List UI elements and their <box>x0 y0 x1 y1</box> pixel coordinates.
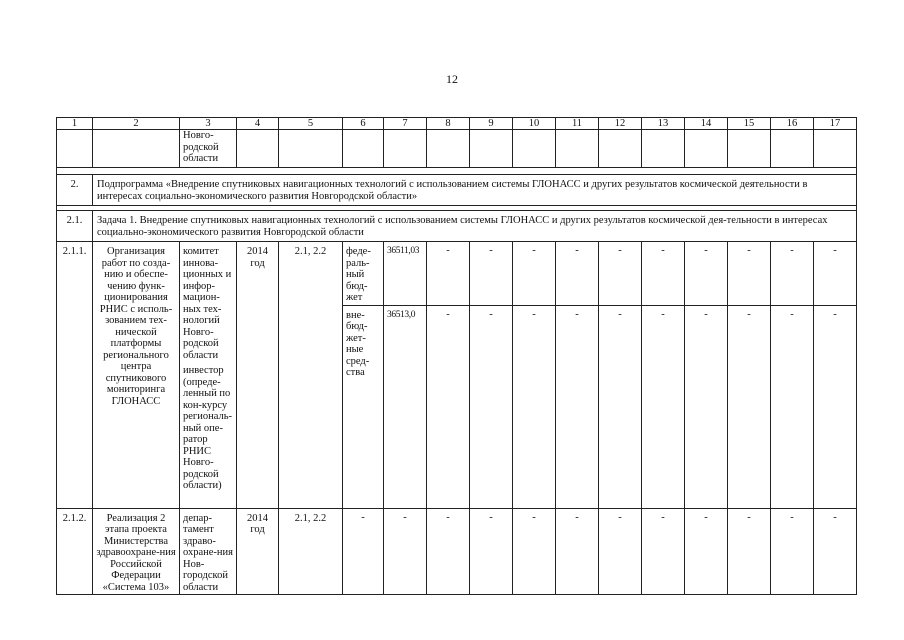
dash-cell: - <box>685 242 728 306</box>
dash-cell: - <box>470 242 513 306</box>
dash-cell: - <box>427 305 470 508</box>
col-num: 3 <box>180 118 237 130</box>
dash-cell: - <box>470 508 513 595</box>
dash-cell: - <box>470 305 513 508</box>
target-indicators: 2.1, 2.2 <box>279 508 343 595</box>
dash-cell: - <box>599 242 642 306</box>
dash-cell: - <box>814 508 857 595</box>
col-num: 17 <box>814 118 857 130</box>
funding-amount: 36511,03 <box>384 242 427 306</box>
dash-cell: - <box>728 242 771 306</box>
dash-cell: - <box>427 242 470 306</box>
dash-cell: - <box>814 305 857 508</box>
dash-cell: - <box>599 305 642 508</box>
dash-cell: - <box>642 305 685 508</box>
executor-primary: комитет иннова-ционных и инфор-мацион-ных тех-нологий Новго-родской области <box>183 246 232 361</box>
col-num: 9 <box>470 118 513 130</box>
dash-cell: - <box>556 508 599 595</box>
section-number: 2. <box>57 175 93 206</box>
activity-name: Организация работ по созда-нию и обеспе-чению функ-ционирования РНИС с исполь-зованием тех-нической платформы регионального центра спутникового мониторинга ГЛОНАСС <box>93 242 180 509</box>
col-num: 5 <box>279 118 343 130</box>
dash-cell: - <box>814 242 857 306</box>
dash-cell: - <box>513 508 556 595</box>
executor-continuation: Новго- родской области <box>180 130 237 168</box>
section-title: Подпрограмма «Внедрение спутниковых навигационных технологий с использованием системы ГЛОНАСС и других результатов космической деятельности в интересах социально-экономического развития Новгородской области» <box>93 175 857 206</box>
executor-secondary: инвестор (опреде-ленный по кон-курсу региональ-ный опе-ратор РНИС Новго-родской области) <box>183 365 232 491</box>
program-table <box>56 117 857 595</box>
funding-source: феде-раль-ный бюд-жет <box>343 242 384 306</box>
col-num: 6 <box>343 118 384 130</box>
dash-cell: - <box>728 305 771 508</box>
table-row <box>57 508 857 595</box>
dash-cell: - <box>556 305 599 508</box>
col-num: 16 <box>771 118 814 130</box>
spacer-row <box>57 168 857 175</box>
dash-cell: - <box>513 305 556 508</box>
funding-source: вне-бюд-жет-ные сред-ства <box>343 305 384 508</box>
col-num: 4 <box>237 118 279 130</box>
dash-cell: - <box>771 242 814 306</box>
col-num: 1 <box>57 118 93 130</box>
row-number: 2.1.2. <box>57 508 93 595</box>
section-row <box>57 175 857 206</box>
dash-cell: - <box>556 242 599 306</box>
col-num: 15 <box>728 118 771 130</box>
dash-cell: - <box>599 508 642 595</box>
period: 2014 год <box>237 242 279 509</box>
page-number: 12 <box>446 72 458 86</box>
dash-cell: - <box>685 305 728 508</box>
col-num: 11 <box>556 118 599 130</box>
col-num: 8 <box>427 118 470 130</box>
task-row <box>57 211 857 242</box>
activity-name: Реализация 2 этапа проекта Министерства здравоохране-ния Российской Федерации «Система 103» <box>93 508 180 595</box>
dash-cell: - <box>513 242 556 306</box>
task-number: 2.1. <box>57 211 93 242</box>
dash-cell: - <box>427 508 470 595</box>
row-number: 2.1.1. <box>57 242 93 509</box>
dash-cell: - <box>384 508 427 595</box>
dash-cell: - <box>728 508 771 595</box>
continuation-row <box>57 130 857 168</box>
dash-cell: - <box>642 508 685 595</box>
table-row <box>57 242 857 306</box>
dash-cell: - <box>343 508 384 595</box>
col-num: 2 <box>93 118 180 130</box>
col-num: 7 <box>384 118 427 130</box>
col-num: 12 <box>599 118 642 130</box>
funding-amount: 36513,0 <box>384 305 427 508</box>
target-indicators: 2.1, 2.2 <box>279 242 343 509</box>
task-title: Задача 1. Внедрение спутниковых навигационных технологий с использованием системы ГЛОНАСС и других результатов космической дея-тельности в интересах социально-экономического развития Новгородской области <box>93 211 857 242</box>
column-number-row <box>57 118 857 130</box>
col-num: 13 <box>642 118 685 130</box>
executor-cell <box>180 242 237 509</box>
dash-cell: - <box>771 305 814 508</box>
dash-cell: - <box>642 242 685 306</box>
dash-cell: - <box>771 508 814 595</box>
period: 2014 год <box>237 508 279 595</box>
dash-cell: - <box>685 508 728 595</box>
executor: депар-тамент здраво-охране-ния Нов-городской области <box>180 508 237 595</box>
col-num: 14 <box>685 118 728 130</box>
col-num: 10 <box>513 118 556 130</box>
